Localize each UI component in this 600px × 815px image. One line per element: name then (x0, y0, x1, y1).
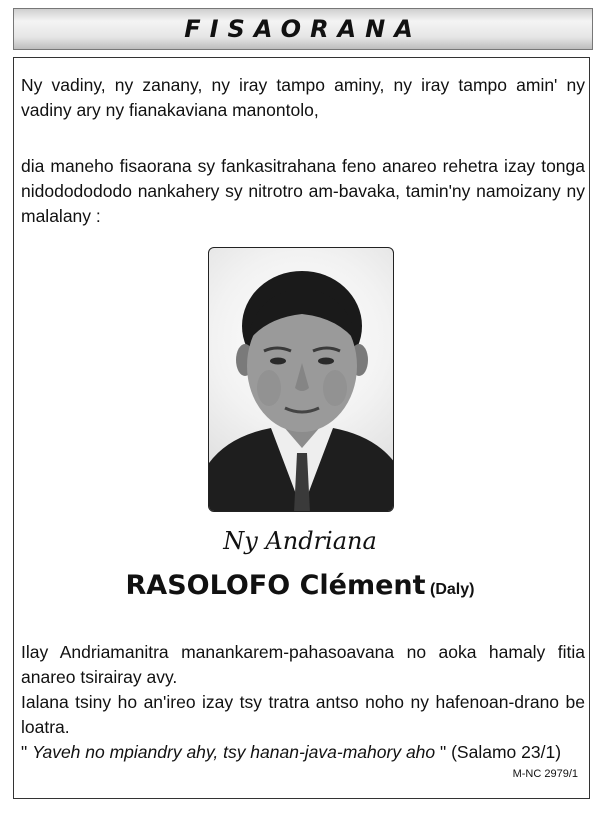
quote-close-mark: " (440, 742, 447, 762)
intro-paragraph-family: Ny vadiny, ny zanany, ny iray tampo aminy, ny iray tampo amin' ny vadiny ary ny fianakaviana manontolo, (21, 75, 585, 120)
deceased-honorific: Ny Andriana (223, 527, 377, 555)
quote-open-mark: " (21, 742, 28, 762)
closing-apology: Ialana tsiny ho an'ireo izay tsy tratra antso noho ny hafenoan-drano be loatra. (21, 692, 585, 737)
deceased-nickname: (Daly) (430, 581, 475, 598)
closing-blessing: Ilay Andriamanitra manankarem-pahasoavana no aoka hamaly fitia anareo tsirairay avy. (21, 642, 585, 687)
quote-text: Yaveh no mpiandry ahy, tsy hanan-java-mahory aho (32, 742, 436, 762)
deceased-portrait (208, 247, 394, 512)
deceased-name: RASOLOFO Clément (125, 570, 426, 601)
intro-paragraph-thanks: dia maneho fisaorana sy fankasitrahana feno anareo rehetra izay tonga nidododododo nankahery sy nitrotro am-bavaka, tamin'ny namoizany ny malalany : (21, 156, 585, 226)
header-banner (13, 8, 593, 50)
quote-reference: (Salamo 23/1) (451, 742, 562, 762)
deceased-name-line (0, 570, 600, 601)
ad-reference-code: M-NC 2979/1 (512, 768, 578, 780)
scripture-quote (21, 740, 585, 765)
notice-title: FISAORANA (184, 15, 422, 43)
portrait-illustration (209, 248, 394, 512)
